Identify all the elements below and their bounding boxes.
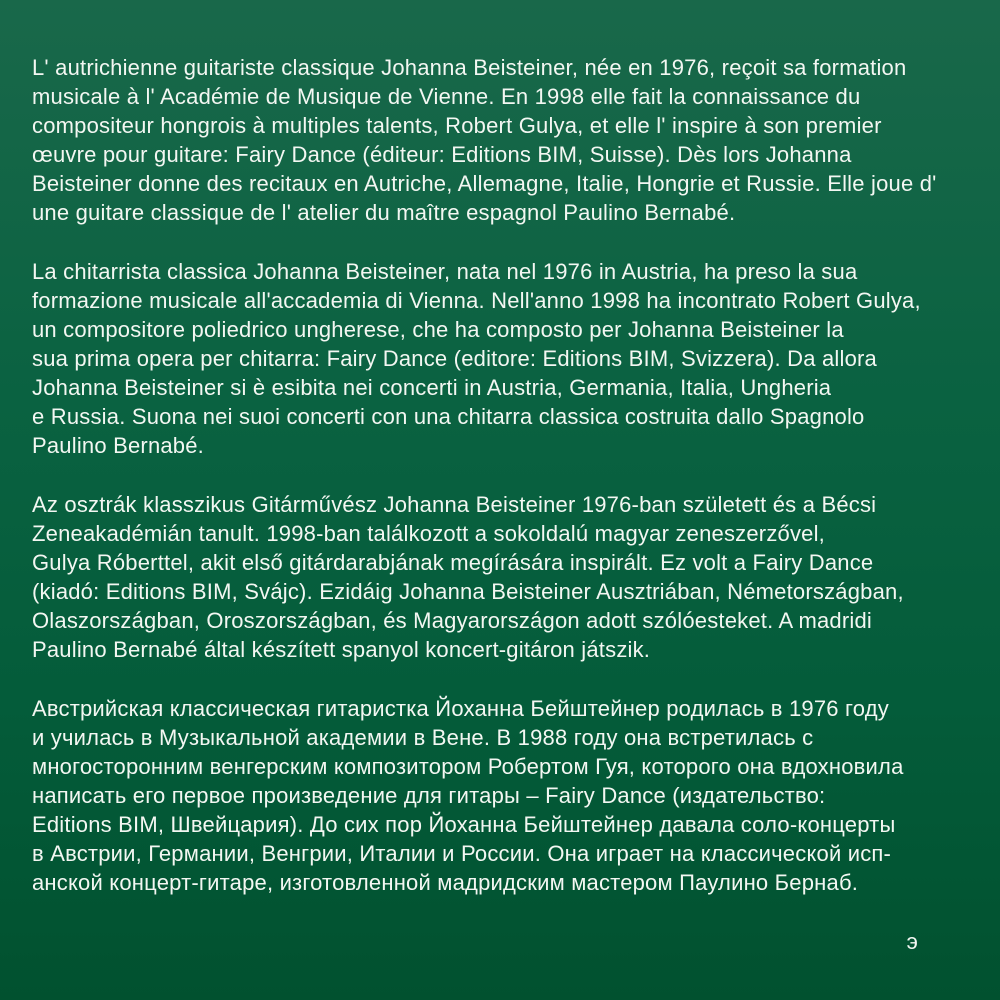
text-line: Az osztrák klasszikus Gitárművész Johanna Beisteiner 1976-ban született és a Bécsi	[32, 492, 877, 517]
paragraph-russian	[32, 694, 960, 897]
text-line: L' autrichienne guitariste classique Johanna Beisteiner, née en 1976, reçoit sa formation	[32, 55, 907, 80]
text-line: e Russia. Suona nei suoi concerti con una chitarra classica costruita dallo Spagnolo	[32, 404, 865, 429]
text-line: и училась в Музыкальной академии в Вене. В 1988 году она встретилась с	[32, 725, 814, 750]
text-line: œuvre pour guitare: Fairy Dance (éditeur: Editions BIM, Suisse). Dès lors Johanna	[32, 142, 852, 167]
text-line: Johanna Beisteiner si è esibita nei concerti in Austria, Germania, Italia, Ungheria	[32, 375, 832, 400]
text-line: написать его первое произведение для гитары – Fairy Dance (издательство:	[32, 783, 826, 808]
text-line: musicale à l' Académie de Musique de Vienne. En 1998 elle fait la connaissance du	[32, 84, 861, 109]
text-line: Gulya Róberttel, akit első gitárdarabjának megírására inspirált. Ez volt a Fairy Dance	[32, 550, 874, 575]
text-line: Olaszországban, Oroszországban, és Magyarországon adott szólóesteket. A madridi	[32, 608, 873, 633]
paragraph-french	[32, 53, 960, 227]
text-line: анской концерт-гитаре, изготовленной мадридским мастером Паулино Бернаб.	[32, 870, 859, 895]
text-line: Zeneakadémián tanult. 1998-ban találkozott a sokoldalú magyar zeneszerzővel,	[32, 521, 825, 546]
trailing-mark: э	[906, 929, 918, 954]
text-line: compositeur hongrois à multiples talents, Robert Gulya, et elle l' inspire à son premier	[32, 113, 882, 138]
paragraph-italian	[32, 257, 960, 460]
text-line: Paulino Bernabé által készített spanyol koncert-gitáron játszik.	[32, 637, 651, 662]
text-line: Beisteiner donne des recitaux en Autriche, Allemagne, Italie, Hongrie et Russie. Elle joue d'	[32, 171, 937, 196]
text-line: un compositore poliedrico ungherese, che ha composto per Johanna Beisteiner la	[32, 317, 844, 342]
text-line: Paulino Bernabé.	[32, 433, 204, 458]
text-line: La chitarrista classica Johanna Beisteiner, nata nel 1976 in Austria, ha preso la sua	[32, 259, 858, 284]
paragraph-hungarian	[32, 490, 960, 664]
text-line: formazione musicale all'accademia di Vienna. Nell'anno 1998 ha incontrato Robert Gulya,	[32, 288, 921, 313]
text-line: (kiadó: Editions BIM, Svájc). Ezidáig Johanna Beisteiner Ausztriában, Németországban,	[32, 579, 904, 604]
text-line: une guitare classique de l' atelier du maître espagnol Paulino Bernabé.	[32, 200, 736, 225]
text-line: многосторонним венгерским композитором Робертом Гуя, которого она вдохновила	[32, 754, 904, 779]
text-line: Австрийская классическая гитаристка Йоханна Бейштейнер родилась в 1976 году	[32, 696, 889, 721]
text-line: Editions BIM, Швейцария). До сих пор Йоханна Бейштейнер давала соло-концерты	[32, 812, 896, 837]
text-line: в Австрии, Германии, Венгрии, Италии и России. Она играет на классической исп-	[32, 841, 892, 866]
text-line: sua prima opera per chitarra: Fairy Dance (editore: Editions BIM, Svizzera). Da allora	[32, 346, 877, 371]
